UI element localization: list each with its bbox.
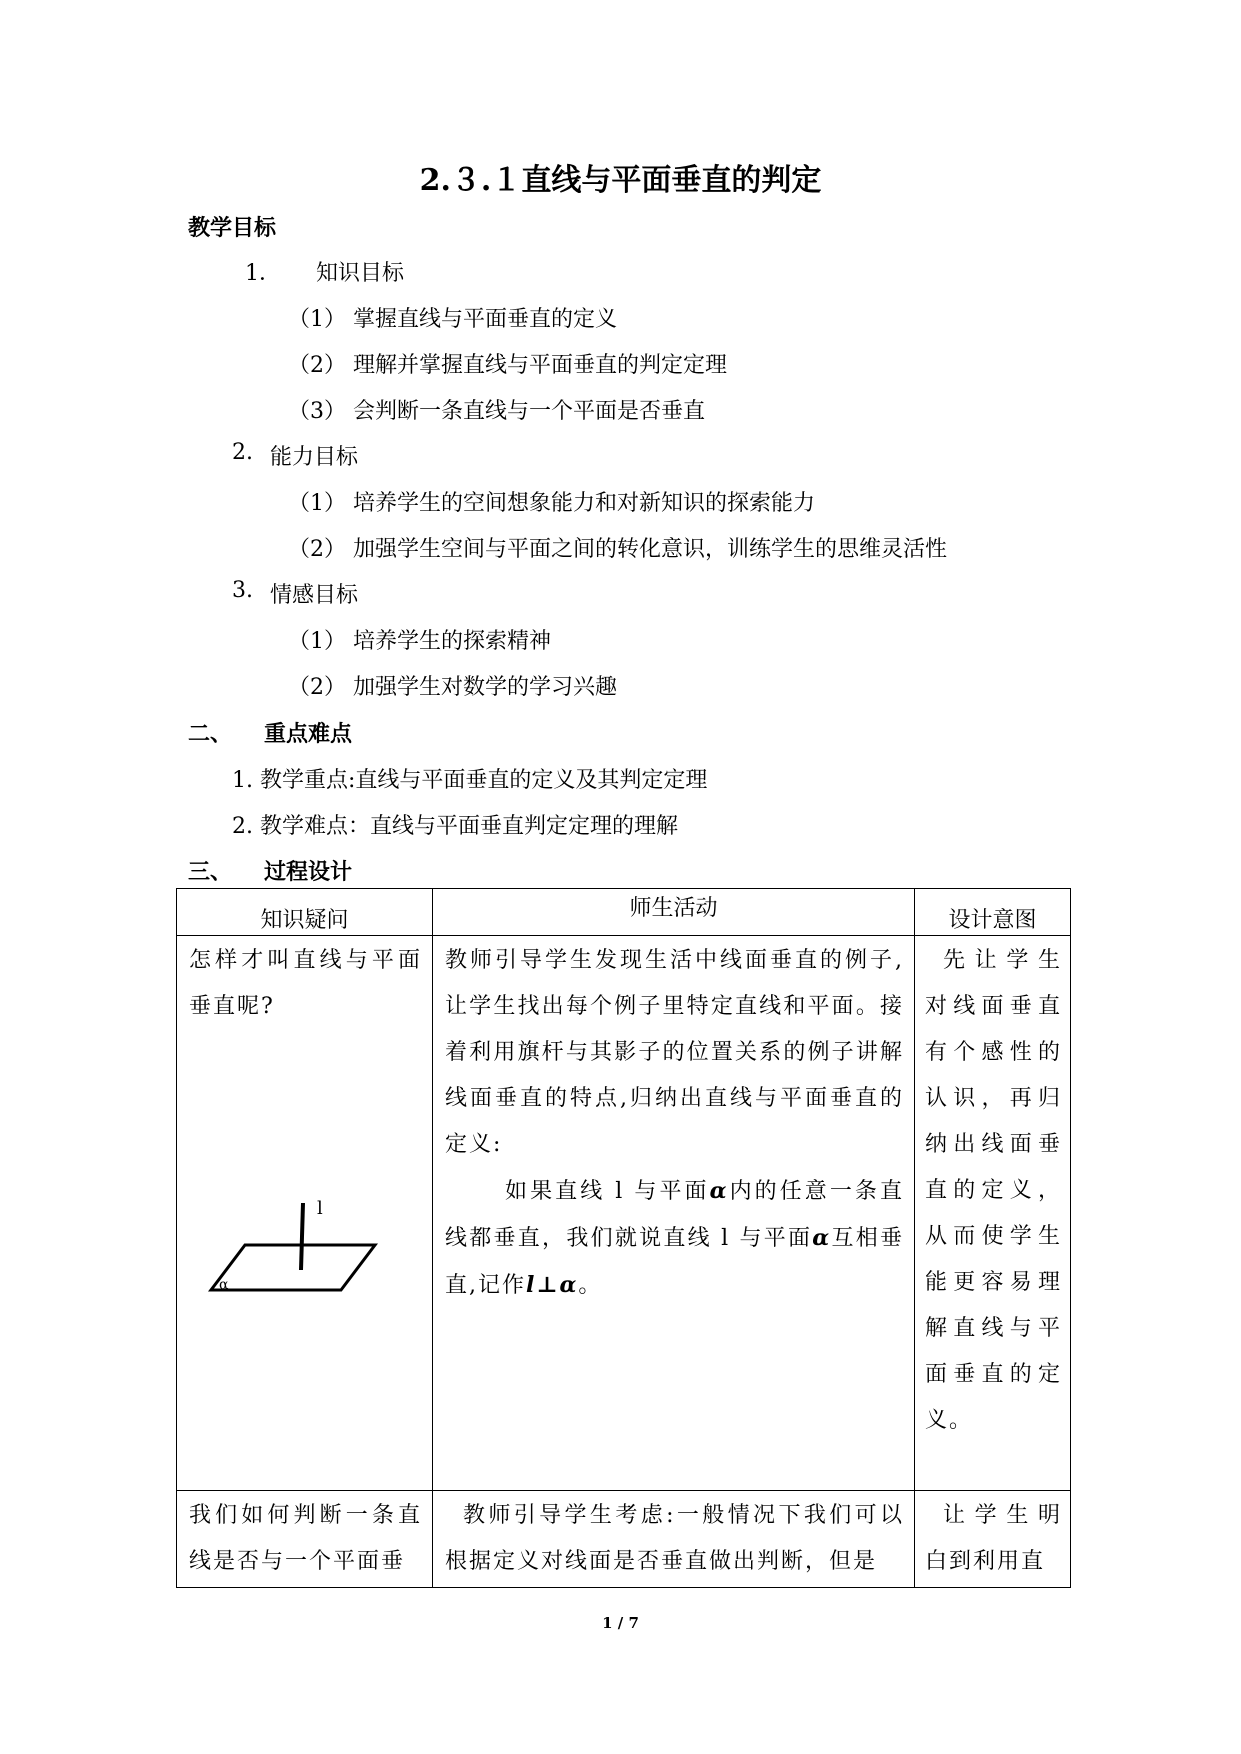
- perpendicular-notation: l⊥α: [526, 1272, 579, 1298]
- goal-1-item: （3） 会判断一条直线与一个平面是否垂直: [288, 399, 705, 424]
- goal-1-number: 1．: [245, 261, 281, 286]
- goal-2-number: 2.: [232, 440, 253, 465]
- goal-1-item: （1） 掌握直线与平面垂直的定义: [288, 307, 617, 332]
- intent-cell: [915, 1491, 1071, 1588]
- alpha-symbol: α: [812, 1225, 832, 1251]
- header-question: 知识疑问: [177, 889, 433, 936]
- section-heading-key-points: 重点难点: [264, 722, 353, 747]
- activity-cell: [433, 1491, 915, 1588]
- goal-1-item: （2） 理解并掌握直线与平面垂直的判定定理: [288, 353, 727, 378]
- plane-line-figure: [177, 936, 433, 1490]
- alpha-symbol: α: [709, 1178, 729, 1204]
- activity-text: 教师引导学生考虑:一般情况下我们可以根据定义对线面是否垂直做出判断，但是: [445, 1503, 904, 1574]
- line-label: l: [317, 1198, 323, 1219]
- section-3-number: 三、: [188, 860, 233, 885]
- key-point-item: 2. 教学难点：直线与平面垂直判定定理的理解: [232, 814, 678, 839]
- section-heading-objectives: 教学目标: [188, 216, 277, 241]
- table-row: [177, 1491, 1071, 1588]
- page-number: 1 / 7: [602, 1614, 639, 1632]
- table-header-row: [177, 889, 1071, 936]
- goal-1-label: 知识目标: [316, 261, 405, 286]
- header-intent: 设计意图: [915, 889, 1071, 936]
- section-heading-process: 过程设计: [264, 860, 353, 885]
- goal-2-item: （1） 培养学生的空间想象能力和对新知识的探索能力: [288, 491, 815, 516]
- activity-paragraph-2: 如果直线 l 与平面α内的任意一条直线都垂直，我们就说直线 l 与平面α互相垂直,记作l⊥α。: [445, 1178, 904, 1298]
- plane-label: α: [219, 1277, 229, 1293]
- question-cell: [177, 1491, 433, 1588]
- key-point-item: 1. 教学重点:直线与平面垂直的定义及其判定定理: [232, 768, 708, 793]
- question-cell: [177, 936, 433, 1491]
- goal-2-label: 能力目标: [270, 445, 359, 470]
- section-2-number: 二、: [188, 722, 233, 747]
- intent-text: 先让学生对线面垂直有个感性的认识，再归纳出线面垂直的定义，从而使学生能更容易理解直线与平面垂直的定义。: [925, 948, 1062, 1433]
- goal-3-item: （2） 加强学生对数学的学习兴趣: [288, 675, 617, 700]
- activity-text: [433, 936, 914, 1309]
- goal-2-item: （2） 加强学生空间与平面之间的转化意识，训练学生的思维灵活性: [288, 537, 947, 562]
- plane-shape: [211, 1245, 375, 1290]
- intent-text: 让学生明白到利用直: [925, 1503, 1062, 1574]
- activity-cell: [433, 936, 915, 1491]
- table-row: [177, 936, 1071, 1491]
- intent-cell: [915, 936, 1071, 1491]
- question-text: 怎样才叫直线与平面垂直呢?: [189, 948, 422, 1019]
- perpendicular-line: [301, 1203, 303, 1270]
- header-activity: 师生活动: [433, 889, 915, 936]
- activity-paragraph-1: 教师引导学生发现生活中线面垂直的例子,让学生找出每个例子里特定直线和平面。接着利用旗杆与其影子的位置关系的例子讲解线面垂直的特点,归纳出直线与平面垂直的定义:: [445, 948, 904, 1157]
- process-table: [176, 888, 1071, 1588]
- goal-3-label: 情感目标: [270, 583, 359, 608]
- goal-3-item: （1） 培养学生的探索精神: [288, 629, 551, 654]
- page-title: 2.３.１直线与平面垂直的判定: [419, 163, 822, 198]
- question-text: 我们如何判断一条直线是否与一个平面垂: [189, 1503, 422, 1574]
- goal-3-number: 3.: [232, 578, 253, 603]
